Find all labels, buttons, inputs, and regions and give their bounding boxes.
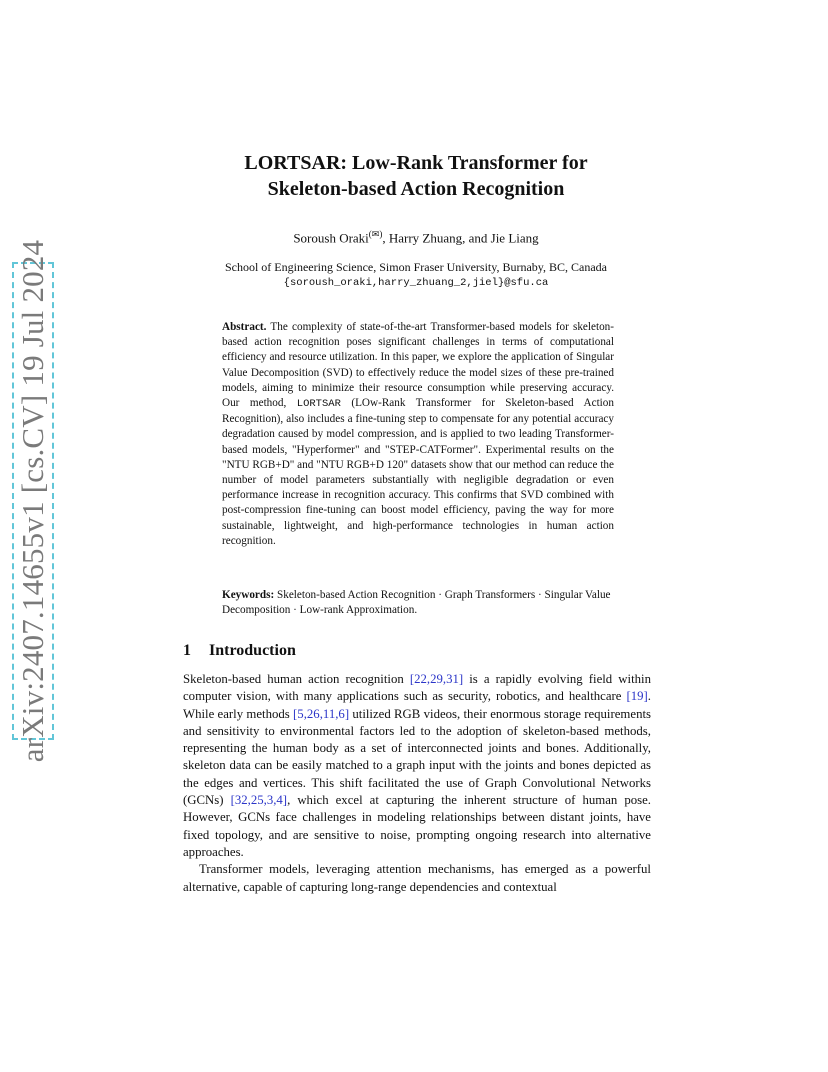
intro-text: Skeleton-based human action recognition	[183, 672, 410, 686]
section-title: Introduction	[209, 642, 296, 659]
paper-title	[168, 150, 664, 202]
section-heading	[183, 642, 296, 660]
keywords	[222, 588, 614, 618]
keywords-label: Keywords:	[222, 589, 275, 601]
abstract-text-1: The complexity of state-of-the-art Transformer-based models for skeleton-based action recognition poses significant challenges in terms of computational efficiency and resource utilization. In this paper, we explore the application of Singular Value Decomposition (SVD) to effectively reduce the model sizes of these pre-trained models, aiming to minimize their resource consumption while preserving accuracy. Our method,	[222, 321, 614, 410]
affiliation-block	[168, 259, 664, 291]
keywords-text: Skeleton-based Action Recognition · Graph Transformers · Singular Value Decomposition · Low-rank Approximation.	[222, 589, 611, 617]
citation-link[interactable]: [5,26,11,6]	[293, 706, 350, 721]
arxiv-identifier-stamp	[12, 239, 54, 763]
citation-link[interactable]: [22,29,31]	[409, 672, 464, 686]
abstract	[222, 320, 614, 549]
intro-text: , which excel at capturing the inherent structure of human pose. However, GCNs face challenges in modeling relationships between distant joints, have fixed topology, and are sensitive to noise, prompting ongoing research into alternative approaches.	[183, 793, 651, 859]
corresponding-author: Soroush Oraki	[293, 230, 369, 246]
author-list	[168, 229, 664, 246]
intro-paragraph-1	[183, 671, 651, 861]
citation-link[interactable]: [32,25,3,4]	[230, 793, 288, 808]
author-emails: {soroush_oraki,harry_zhuang_2,jiel}@sfu.ca	[283, 277, 549, 289]
intro-text: . While early methods	[183, 689, 651, 721]
section-number: 1	[183, 642, 191, 659]
method-name: LORTSAR	[296, 398, 341, 411]
other-authors: , Harry Zhuang, and Jie Liang	[382, 230, 539, 246]
intro-text: is a rapidly evolving field within computer vision, with many applications such as security, robotics, and healthcare	[183, 672, 651, 704]
intro-paragraph-2: Transformer models, leveraging attention mechanisms, has emerged as a powerful alternative, capable of capturing long-range dependencies and contextual	[183, 862, 651, 894]
affiliation: School of Engineering Science, Simon Fraser University, Burnaby, BC, Canada	[224, 260, 608, 274]
title-line-2: Skeleton-based Action Recognition	[267, 178, 565, 200]
intro-text: utilized RGB videos, their enormous storage requirements and sensitivity to environmental factors led to the adoption of skeleton-based methods, representing the human body as a set of interconnected joints and bones. Additionally, skeleton data can be easily matched to a graph input with the joints and bones depicted as the edges and vertices. This shift facilitated the use of Graph Convolutional Networks (GCNs)	[183, 706, 652, 808]
envelope-icon: (✉)	[368, 229, 383, 239]
abstract-text-2: (LOw-Rank Transformer for Skeleton-based Action Recognition), also includes a fine-tuning step to compensate for any potential accuracy degradation caused by model compression, and is applied to two leading Transformer-based models, "Hyperformer" and "STEP-CATFormer". Experimental results on the "NTU RGB+D" and "NTU RGB+D 120" datasets show that our method can reduce the number of model parameters substantially with negligible degradation or even performance increase in recognition accuracy. This confirms that SVD combined with post-compression fine-tuning can boost model efficiency, paving the way for more sustainable, lightweight, and high-performance technologies in human action recognition.	[222, 397, 614, 547]
abstract-label: Abstract.	[222, 321, 267, 333]
title-line-1: LORTSAR: Low-Rank Transformer for	[244, 152, 588, 174]
introduction-body	[183, 671, 651, 896]
arxiv-identifier: arXiv:2407.14655v1 [cs.CV] 19 Jul 2024	[15, 239, 50, 763]
citation-link[interactable]: [19]	[626, 689, 648, 704]
